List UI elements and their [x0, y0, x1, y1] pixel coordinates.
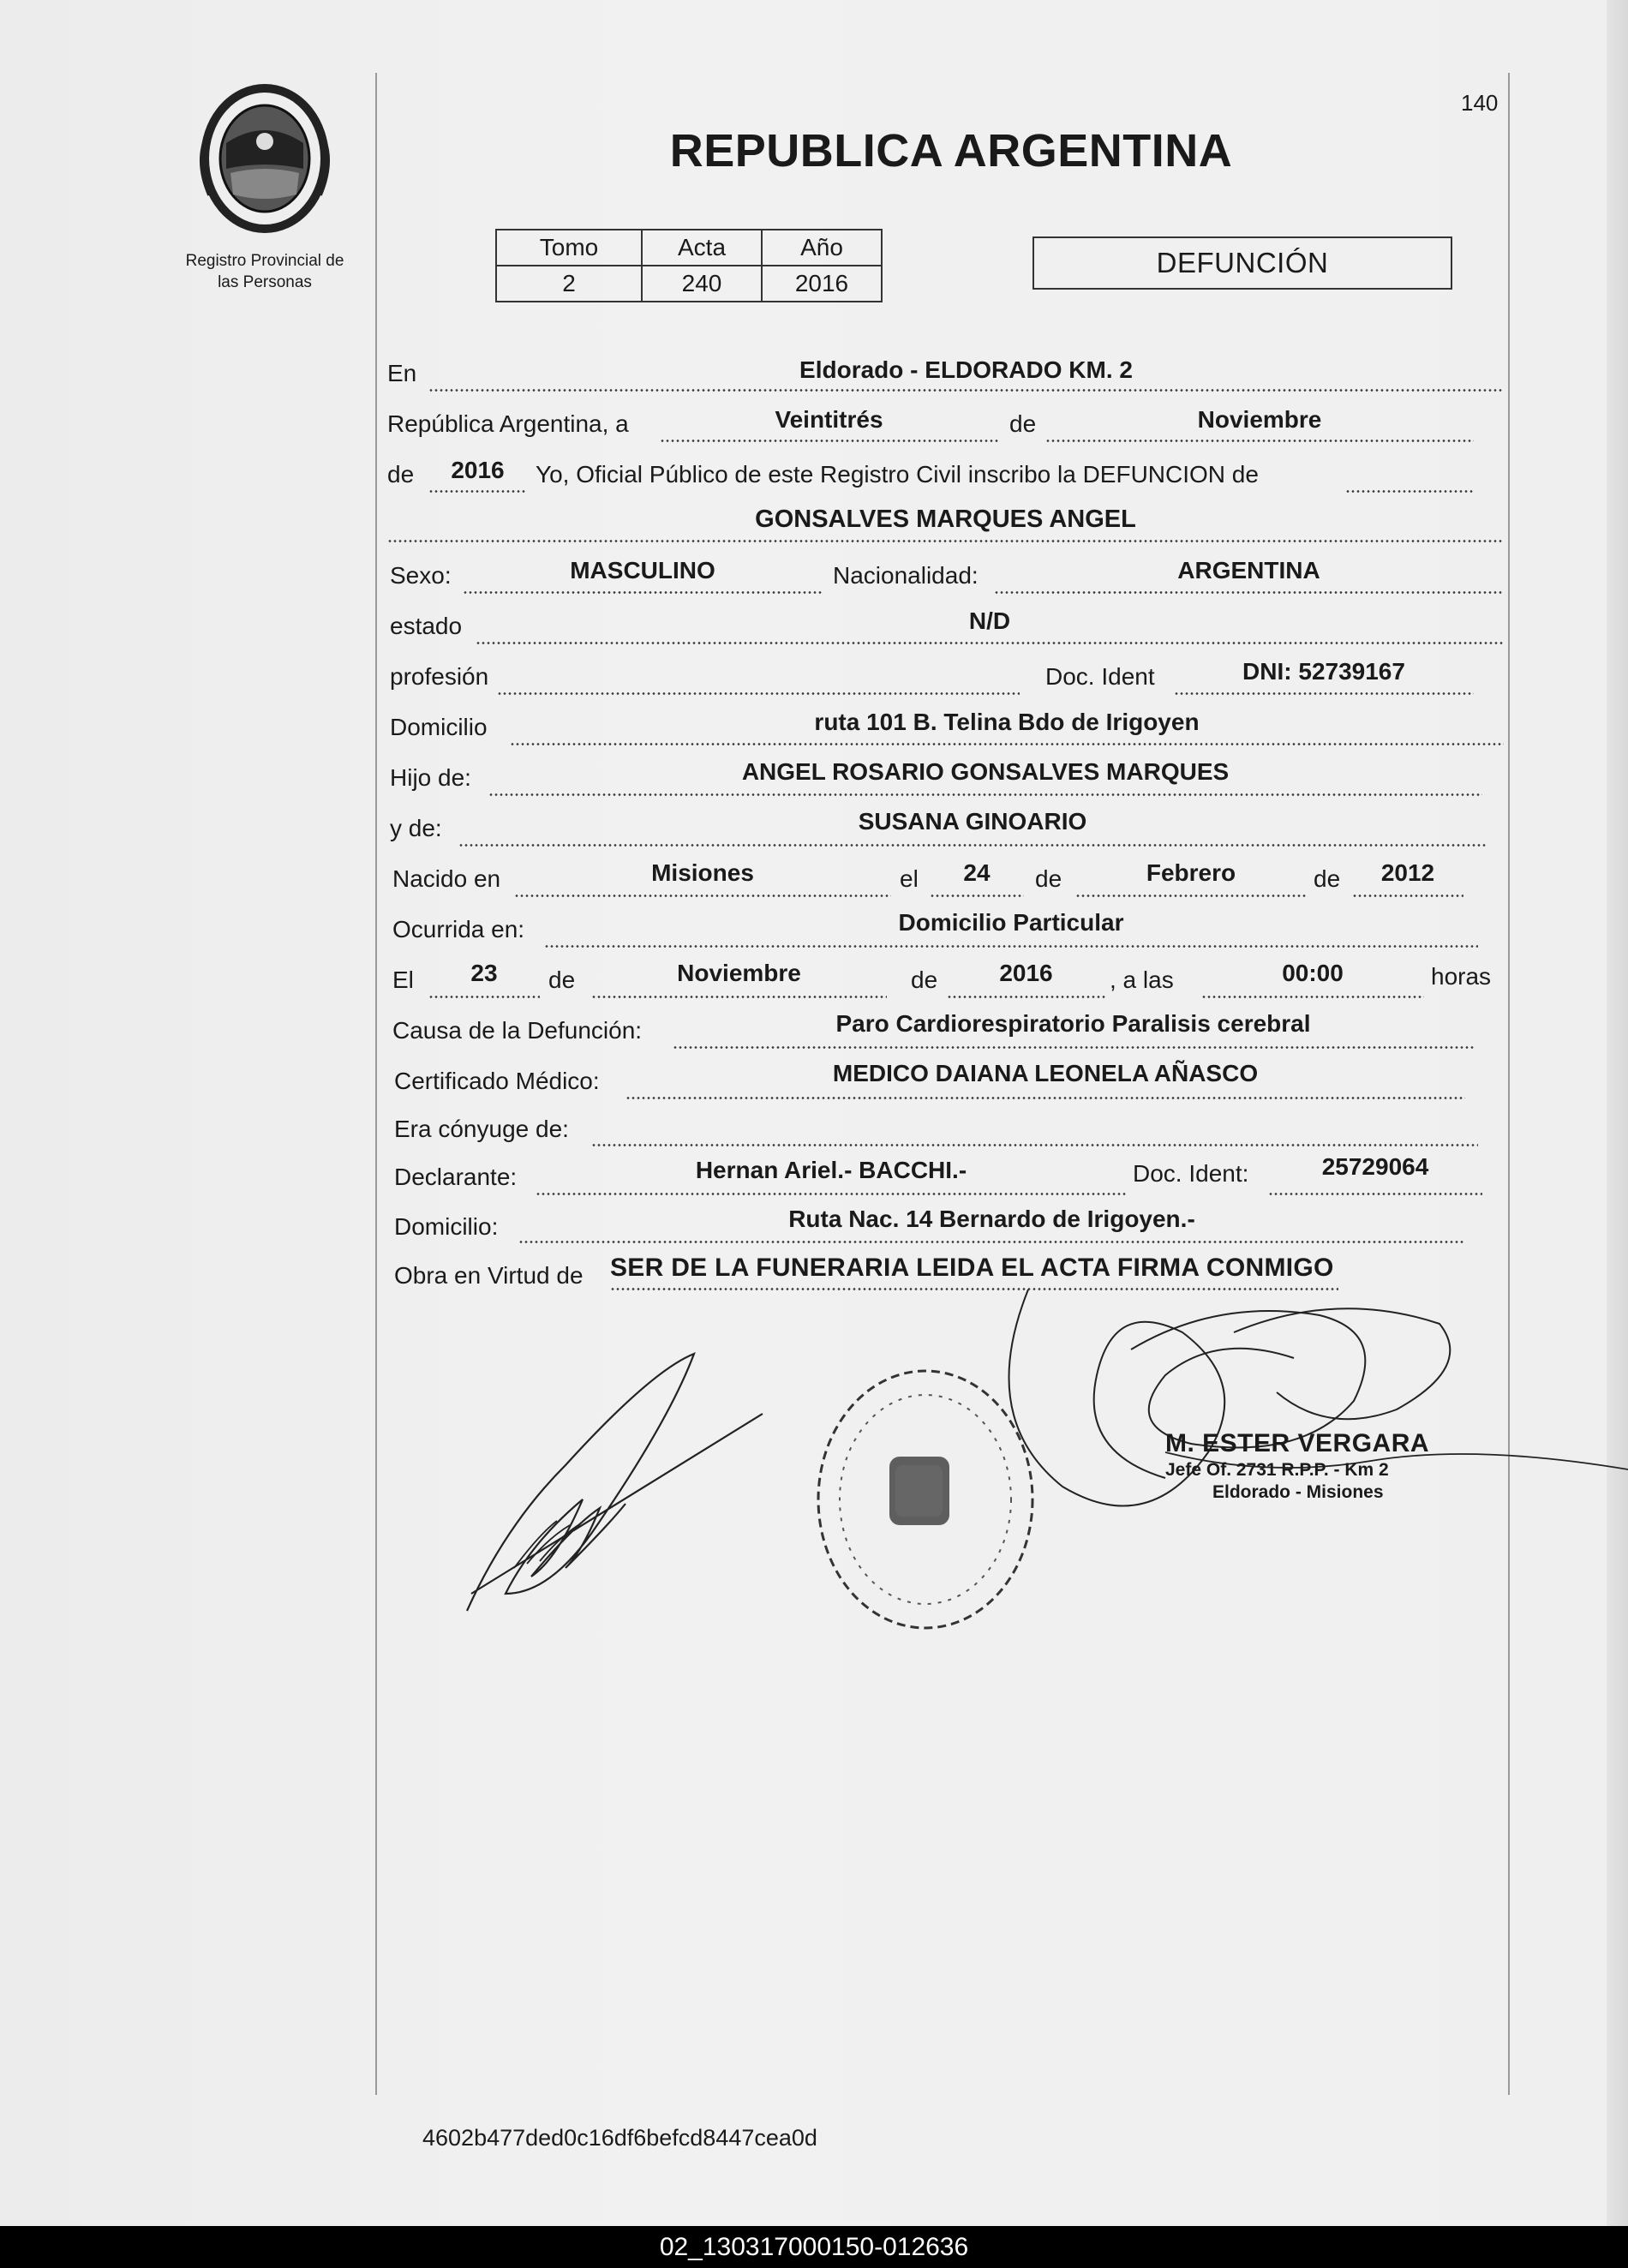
year-value: 2016 — [451, 457, 505, 483]
el-label-death: El — [392, 966, 414, 993]
acta-value: 240 — [642, 266, 762, 302]
doc-ident-label: Doc. Ident — [1045, 663, 1155, 690]
domicilio-label: Domicilio — [390, 714, 488, 740]
nacido-value: Misiones — [651, 859, 754, 886]
tomo-header: Tomo — [496, 230, 642, 266]
yde-value: SUSANA GINOARIO — [858, 808, 1087, 835]
official-location: Eldorado - Misiones — [1212, 1482, 1384, 1502]
death-month-dots — [591, 996, 887, 998]
hijo-label: Hijo de: — [390, 764, 471, 791]
causa-label: Causa de la Defunción: — [392, 1017, 643, 1044]
de-label-birth-month: de — [1035, 865, 1062, 892]
death-year-dots — [947, 996, 1105, 998]
declarante-value: Hernan Ariel.- BACCHI.- — [695, 1157, 967, 1183]
year-dots — [428, 490, 527, 493]
estado-dots — [476, 642, 1504, 644]
en-dots — [428, 389, 1504, 392]
conyuge-dots — [591, 1144, 1478, 1146]
registry-table-value-row — [496, 266, 882, 302]
declarante-doc-dots — [1268, 1193, 1482, 1195]
el-label: el — [900, 865, 919, 892]
document-hash: 4602b477ded0c16df6befcd8447cea0d — [422, 2125, 817, 2151]
causa-value: Paro Cardiorespiratorio Paralisis cerebral — [835, 1010, 1311, 1037]
registry-label-line2: las Personas — [218, 273, 312, 291]
death-month: Noviembre — [677, 960, 801, 986]
nacionalidad-dots — [994, 591, 1504, 594]
en-value: Eldorado - ELDORADO KM. 2 — [799, 356, 1133, 383]
ocurrida-value: Domicilio Particular — [898, 909, 1124, 936]
anio-value: 2016 — [762, 266, 882, 302]
official-title: Jefe Of. 2731 R.P.P. - Km 2 — [1165, 1460, 1389, 1480]
day-dots — [660, 440, 998, 442]
official-stamp-block — [1165, 1429, 1448, 1503]
official-name: M. ESTER VERGARA — [1165, 1429, 1430, 1457]
left-margin-rule — [375, 73, 377, 2095]
birth-year-dots — [1352, 895, 1463, 897]
certificado-dots — [625, 1097, 1465, 1099]
sexo-label: Sexo: — [390, 562, 452, 589]
profesion-label: profesión — [390, 663, 489, 690]
death-time: 00:00 — [1282, 960, 1344, 986]
registry-label-line1: Registro Provincial de — [185, 252, 344, 270]
inscribo-dots — [1345, 490, 1474, 493]
obra-label: Obra en Virtud de — [394, 1262, 584, 1289]
birth-year: 2012 — [1380, 859, 1435, 886]
footer-barcode-text: 02_130317000150-012636 — [0, 2226, 1628, 2268]
nacionalidad-label: Nacionalidad: — [833, 562, 979, 589]
birth-day-dots — [930, 895, 1024, 897]
profesion-dots — [497, 692, 1020, 695]
right-margin-rule — [1508, 73, 1510, 2095]
conyuge-label: Era cónyuge de: — [394, 1116, 569, 1142]
yde-dots — [458, 844, 1487, 847]
nacido-dots — [514, 895, 891, 897]
registry-label — [154, 250, 375, 293]
estado-value: N/D — [968, 607, 1011, 634]
death-day-dots — [428, 996, 540, 998]
registry-table — [495, 229, 883, 302]
deceased-name-dots — [387, 540, 1504, 542]
deceased-name: GONSALVES MARQUES ANGEL — [755, 506, 1136, 533]
death-year: 2016 — [999, 960, 1053, 986]
declarante-dots — [536, 1193, 1127, 1195]
domicilio-declarante-dots — [518, 1241, 1465, 1243]
de-label-death-month: de — [548, 966, 576, 993]
page-title: REPUBLICA ARGENTINA — [669, 125, 1233, 177]
death-time-dots — [1201, 996, 1424, 998]
domicilio-declarante-value: Ruta Nac. 14 Bernardo de Irigoyen.- — [788, 1206, 1195, 1232]
nacido-label: Nacido en — [392, 865, 501, 892]
domicilio-value: ruta 101 B. Telina Bdo de Irigoyen — [814, 709, 1200, 735]
declarante-doc: 25729064 — [1321, 1153, 1429, 1180]
birth-month: Febrero — [1146, 859, 1236, 886]
page-number: 140 — [1461, 90, 1499, 116]
doc-ident-label-declarante: Doc. Ident: — [1133, 1160, 1249, 1187]
certificado-value: MEDICO DAIANA LEONELA AÑASCO — [832, 1060, 1259, 1086]
death-day: 23 — [470, 960, 498, 986]
ocurrida-label: Ocurrida en: — [392, 916, 525, 943]
anio-header: Año — [762, 230, 882, 266]
registry-table-header-row — [496, 230, 882, 266]
de-label-year: de — [387, 461, 415, 488]
obra-value: SER DE LA FUNERARIA LEIDA EL ACTA FIRMA CONMIGO — [610, 1254, 1334, 1282]
nacionalidad-value: ARGENTINA — [1177, 557, 1320, 583]
en-label: En — [387, 360, 417, 386]
birth-month-dots — [1075, 895, 1307, 897]
month-value: Noviembre — [1197, 406, 1322, 433]
sexo-value: MASCULINO — [570, 557, 715, 583]
de-label: de — [1009, 410, 1037, 437]
de-label-death-year: de — [911, 966, 938, 993]
acta-header: Acta — [642, 230, 762, 266]
republica-label: República Argentina, a — [387, 410, 629, 437]
doc-ident-dots — [1174, 692, 1474, 695]
ocurrida-dots — [544, 945, 1478, 948]
inscribo-text: Yo, Oficial Público de este Registro Civil inscribo la DEFUNCION de — [536, 461, 1259, 488]
horas-label: horas — [1431, 963, 1492, 990]
doc-ident-value: DNI: 52739167 — [1242, 658, 1405, 685]
alas-label: , a las — [1110, 966, 1174, 993]
declarant-signature — [454, 1337, 780, 1628]
declarante-label: Declarante: — [394, 1164, 518, 1190]
causa-dots — [673, 1046, 1474, 1049]
day-value: Veintitrés — [775, 406, 883, 433]
certificado-label: Certificado Médico: — [394, 1068, 600, 1094]
yde-label: y de: — [390, 815, 442, 841]
hijo-value: ANGEL ROSARIO GONSALVES MARQUES — [741, 758, 1230, 785]
month-dots — [1045, 440, 1474, 442]
birth-day: 24 — [963, 859, 991, 886]
domicilio-dots — [510, 743, 1504, 745]
de-label-birth-year: de — [1314, 865, 1341, 892]
estado-label: estado — [390, 613, 463, 639]
document-type-box: DEFUNCIÓN — [1032, 236, 1452, 290]
domicilio-label-declarante: Domicilio: — [394, 1213, 499, 1240]
tomo-value: 2 — [496, 266, 642, 302]
sexo-dots — [463, 591, 823, 594]
sheet-edge — [1607, 0, 1628, 2226]
hijo-dots — [488, 793, 1482, 796]
provincial-seal — [192, 83, 338, 233]
